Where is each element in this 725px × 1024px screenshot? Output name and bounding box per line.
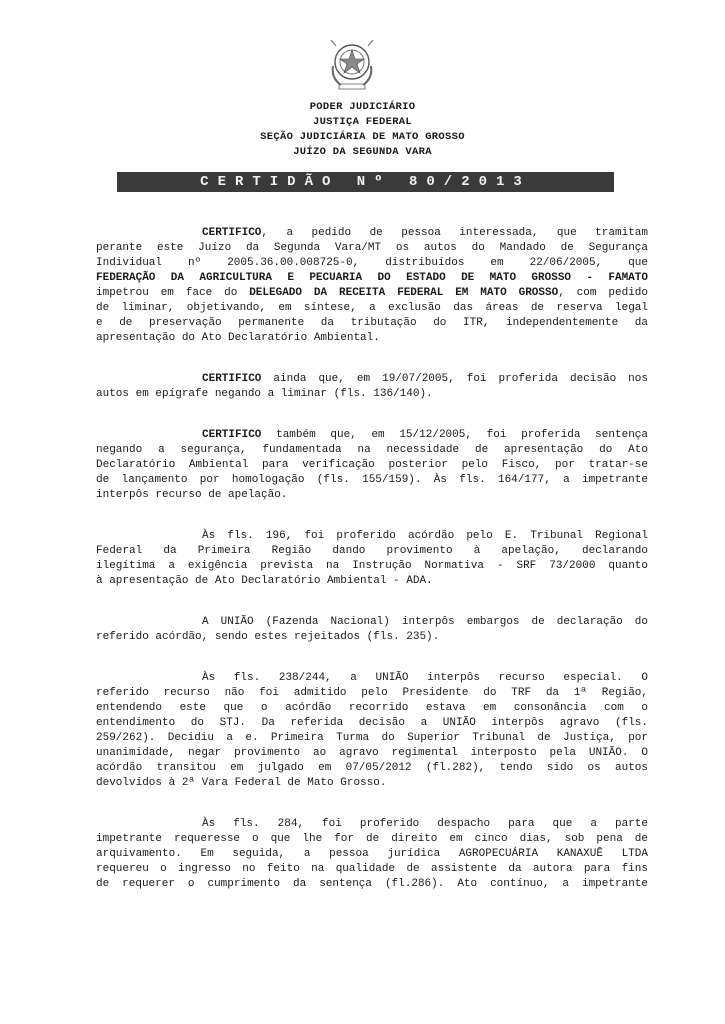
paragraph-1 xyxy=(96,226,648,346)
text-line: entendimento do STJ. Da referida decisão a UNIÃO interpôs agravo (fls. xyxy=(96,717,648,729)
text-line: referido recurso não foi admitido pelo Presidente do TRF da 1ª Região, xyxy=(96,687,648,699)
header-line-4: JUÍZO DA SEGUNDA VARA xyxy=(293,146,432,158)
text-line xyxy=(96,226,648,241)
text-span: , a pedido de pessoa interessada, que tramitam xyxy=(261,227,648,239)
text-line xyxy=(96,428,648,443)
keyword-certifico: CERTIFICO xyxy=(202,373,262,385)
text-line: negando a segurança, fundamentada na necessidade de apresentação do Ato xyxy=(96,444,648,456)
header-line-3: SEÇÃO JUDICIÁRIA DE MATO GROSSO xyxy=(260,131,465,143)
text-line: perante este Juízo da Segunda Vara/MT os autos do Mandado de Segurança xyxy=(96,242,648,254)
paragraph-4 xyxy=(96,529,648,589)
text-line: Às fls. 238/244, a UNIÃO interpôs recurso especial. O xyxy=(202,672,648,684)
text-span: impetrou em face do xyxy=(96,287,250,299)
text-line: de lançamento por homologação (fls. 155/159). Às fls. 164/177, a impetrante xyxy=(96,474,648,486)
text-line: referido acórdão, sendo estes rejeitados (fls. 235). xyxy=(96,631,440,643)
text-line: Declaratório Ambiental para verificação posterior pelo Fisco, por tratar-se xyxy=(96,459,648,471)
text-line: requereu o ingresso no feito na qualidade de assistente da autora para fins xyxy=(96,863,648,875)
respondent-name: DELEGADO DA RECEITA FEDERAL EM MATO GROSSO xyxy=(249,287,559,299)
text-line: devolvidos à 2ª Vara Federal de Mato Grosso. xyxy=(96,777,387,789)
header-line-1: PODER JUDICIÁRIO xyxy=(309,101,416,113)
text-line: Individual nº 2005.36.00.008725-0, distribuídos em 22/06/2005, que xyxy=(96,257,648,269)
text-line: Às fls. 284, foi proferido despacho para que a parte xyxy=(202,818,648,830)
party-name: FEDERAÇÃO DA AGRICULTURA E PECUARIA DO ESTADO DE MATO GROSSO - FAMATO xyxy=(96,272,648,284)
paragraph-3 xyxy=(96,428,648,503)
text-line: ilegítima a exigência prevista na Instrução Normativa - SRF 73/2000 quanto xyxy=(96,560,648,572)
paragraph-6 xyxy=(96,671,648,791)
text-line: à apresentação de Ato Declaratório Ambiental - ADA. xyxy=(96,575,433,587)
text-line: unanimidade, negar provimento ao agravo regimental interposto pela UNIÃO. O xyxy=(96,747,648,759)
text-line: e de preservação permanente da tributação do ITR, independentemente da xyxy=(96,317,648,329)
text-line: Às fls. 196, foi proferido acórdão pelo E. Tribunal Regional xyxy=(202,530,648,542)
paragraph-2 xyxy=(96,372,648,402)
coat-of-arms-seal-icon xyxy=(327,38,377,92)
court-header xyxy=(0,100,725,160)
paragraph-5 xyxy=(96,615,648,645)
text-line: de requerer o cumprimento da sentença (fl.286). Ato contínuo, a impetrante xyxy=(96,878,648,890)
text-line: arquivamento. Em seguida, a pessoa jurídica AGROPECUÁRIA KANAXUÊ LTDA xyxy=(96,848,648,860)
text-span: , com pedido xyxy=(558,287,648,299)
header-line-2: JUSTIÇA FEDERAL xyxy=(312,116,412,128)
text-line: de liminar, objetivando, em síntese, a exclusão das áreas de reserva legal xyxy=(96,302,648,314)
certificate-title: CERTIDÃO Nº 80/2013 xyxy=(117,172,614,192)
text-line xyxy=(96,372,648,387)
text-line: apresentação do Ato Declaratório Ambiental. xyxy=(96,332,380,344)
keyword-certifico: CERTIFICO xyxy=(202,429,262,441)
document-body xyxy=(96,226,648,918)
text-line: 259/262). Decidiu a e. Primeira Turma do Superior Tribunal de Justiça, por xyxy=(96,732,648,744)
text-line: autos em epígrafe negando a liminar (fls. 136/140). xyxy=(96,388,433,400)
text-line: A UNIÃO (Fazenda Nacional) interpôs embargos de declaração do xyxy=(202,616,648,628)
text-line xyxy=(96,271,648,286)
text-line: interpôs recurso de apelação. xyxy=(96,489,288,501)
text-line: impetrante requeresse o que lhe for de direito em cinco dias, sob pena de xyxy=(96,833,648,845)
text-line: entendendo este que o acórdão recorrido estava em consonância com o xyxy=(96,702,648,714)
text-span: ainda que, em 19/07/2005, foi proferida decisão nos xyxy=(261,373,648,385)
keyword-certifico: CERTIFICO xyxy=(202,227,262,239)
text-line: Federal da Primeira Região dando provimento à apelação, declarando xyxy=(96,545,648,557)
text-line xyxy=(96,286,648,301)
text-span: também que, em 15/12/2005, foi proferida sentença xyxy=(261,429,648,441)
text-line: acórdão transitou em julgado em 07/05/2012 (fl.282), tendo sido os autos xyxy=(96,762,648,774)
paragraph-7 xyxy=(96,817,648,892)
